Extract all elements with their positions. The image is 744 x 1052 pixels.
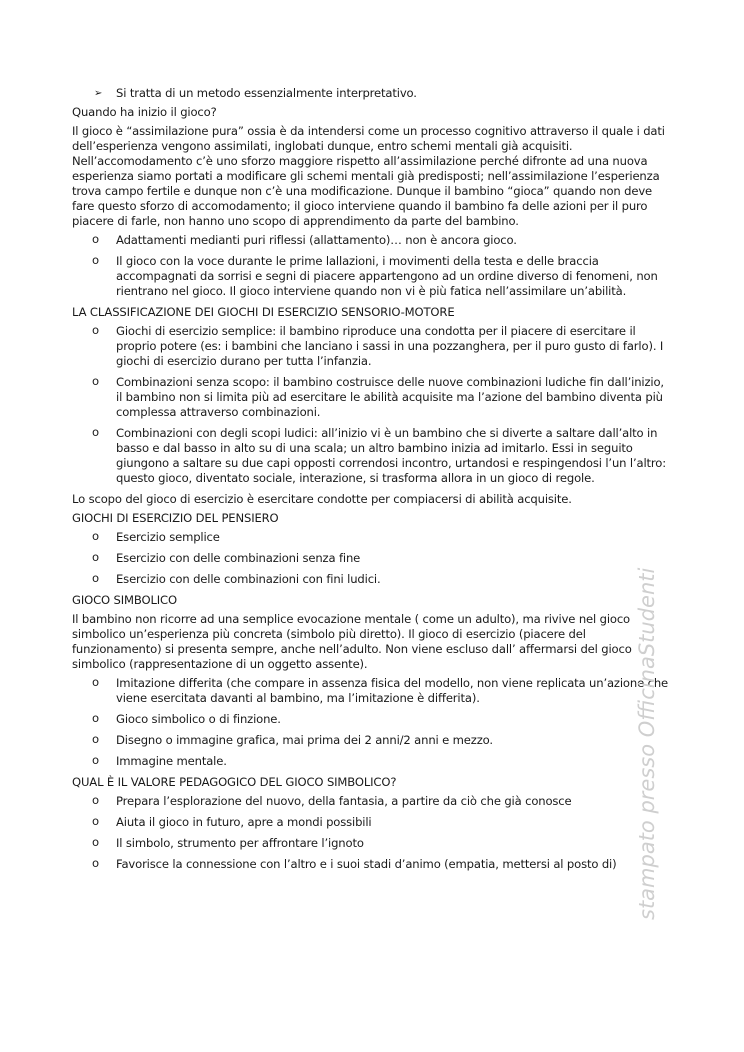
list-item [72, 551, 672, 566]
paragraph: Il gioco è “assimilazione pura” ossia è da intendersi come un processo cognitivo attraverso il quale i dati dell’esperienza vengono assimilati, inglobati dunque, entro schemi mentali già acquisiti. Nell’accomodamento c’è uno sforzo maggiore rispetto all’assimilazione perché difronte ad una nuova esperienza siamo portati a modificare gli schemi mentali già predisposti; nell’assimilazione l’esperienza trova campo fertile e dunque non c’è una modificazione. Dunque il bambino “gioca” quando non deve fare questo sforzo di accomodamento; il gioco interviene quando il bambino fa delle azioni per il puro piacere di farle, non hanno uno scopo di apprendimento da parte del bambino. [72, 124, 665, 228]
list-item-text: Combinazioni con degli scopi ludici: all’inizio vi è un bambino che si diverte a saltare dall’alto in basso e dal basso in alto su di una scala; un altro bambino inizia ad imitarlo. Essi in seguito giungono a saltare su due capi opposti correndosi incontro, urtandosi e respingendosi l’un l’altro: questo gioco, diventato sociale, interazione, si trasforma allora in un gioco di regole. [116, 426, 666, 485]
circle-bullet-icon: o [92, 732, 99, 746]
paragraph: Il bambino non ricorre ad una semplice evocazione mentale ( come un adulto), ma rivive nel gioco simbolico un’esperienza più concreta (simbolo più diretto). Il gioco di esercizio (piacere del funzionamento) si presenta sempre, anche nell’adulto. Non viene escluso dall’ affermarsi del gioco simbolico (rappresentazione di un oggetto assente). [72, 612, 632, 671]
bullet-list [72, 794, 672, 872]
list-item [72, 530, 672, 545]
paragraph: GIOCHI DI ESERCIZIO DEL PENSIERO [72, 511, 279, 525]
bullet-list [72, 530, 672, 587]
list-item [72, 375, 672, 420]
document-page [72, 86, 672, 878]
bullet-list [72, 676, 672, 769]
paragraph: Quando ha inizio il gioco? [72, 105, 217, 119]
list-item [72, 733, 672, 748]
list-item-text: Prepara l’esplorazione del nuovo, della fantasia, a partire da ciò che già conosce [116, 794, 572, 808]
bullet-list [72, 233, 672, 299]
list-item-text: Favorisce la connessione con l’altro e i suoi stadi d’animo (empatia, mettersi al posto di) [116, 857, 617, 871]
list-item [72, 233, 672, 248]
list-item [72, 836, 672, 851]
list-item-text: Immagine mentale. [116, 754, 227, 768]
paragraph: LA CLASSIFICAZIONE DEI GIOCHI DI ESERCIZIO SENSORIO-MOTORE [72, 305, 455, 319]
paragraph: GIOCO SIMBOLICO [72, 593, 177, 607]
circle-bullet-icon: o [92, 232, 99, 246]
list-item [72, 254, 672, 299]
list-item-text: Aiuta il gioco in futuro, apre a mondi possibili [116, 815, 372, 829]
arrow-bullet-icon: ➢ [94, 88, 103, 99]
list-item-text: Imitazione differita (che compare in assenza fisica del modello, non viene replicata un’azione che viene esercitata davanti al bambino, ma l’imitazione è differita). [116, 676, 669, 705]
list-item [72, 754, 672, 769]
list-item [72, 572, 672, 587]
list-item-text: Il gioco con la voce durante le prime lallazioni, i movimenti della testa e delle braccia accompagnati da sorrisi e segni di piacere appartengono ad un ordine diverso di fenomeni, non rientrano nel gioco. Il gioco interviene quando non vi è più fatica nell’assimilare un’abilità. [116, 254, 658, 298]
watermark: stampato presso OfficinaStudenti [635, 567, 659, 920]
arrow-bullet-item [72, 86, 672, 101]
circle-bullet-icon: o [92, 675, 99, 689]
circle-bullet-icon: o [92, 793, 99, 807]
document-body [72, 105, 672, 872]
paragraph: QUAL È IL VALORE PEDAGOGICO DEL GIOCO SIMBOLICO? [72, 775, 397, 789]
circle-bullet-icon: o [92, 550, 99, 564]
circle-bullet-icon: o [92, 814, 99, 828]
bullet-list [72, 324, 672, 486]
circle-bullet-icon: o [92, 323, 99, 337]
list-item-text: Combinazioni senza scopo: il bambino costruisce delle nuove combinazioni ludiche fin dall’inizio, il bambino non si limita più ad esercitare le abilità acquisite ma l’azione del bambino diventa più complessa attraverso combinazioni. [116, 375, 664, 419]
circle-bullet-icon: o [92, 425, 99, 439]
circle-bullet-icon: o [92, 374, 99, 388]
list-item [72, 712, 672, 727]
circle-bullet-icon: o [92, 753, 99, 767]
circle-bullet-icon: o [92, 711, 99, 725]
bullet-text: Si tratta di un metodo essenzialmente interpretativo. [116, 86, 417, 100]
paragraph: Lo scopo del gioco di esercizio è esercitare condotte per compiacersi di abilità acquisite. [72, 492, 572, 506]
list-item-text: Giochi di esercizio semplice: il bambino riproduce una condotta per il piacere di esercitare il proprio potere (es: i bambini che lanciano i sassi in una pozzanghera, per il puro gusto di farlo). I giochi di esercizio durano per tutta l’infanzia. [116, 324, 664, 368]
circle-bullet-icon: o [92, 253, 99, 267]
list-item-text: Esercizio con delle combinazioni con fini ludici. [116, 572, 381, 586]
list-item-text: Disegno o immagine grafica, mai prima dei 2 anni/2 anni e mezzo. [116, 733, 493, 747]
list-item-text: Esercizio con delle combinazioni senza fine [116, 551, 361, 565]
circle-bullet-icon: o [92, 856, 99, 870]
list-item [72, 324, 672, 369]
circle-bullet-icon: o [92, 571, 99, 585]
list-item-text: Il simbolo, strumento per affrontare l’ignoto [116, 836, 364, 850]
list-item-text: Adattamenti medianti puri riflessi (allattamento)… non è ancora gioco. [116, 233, 517, 247]
list-item-text: Gioco simbolico o di finzione. [116, 712, 281, 726]
circle-bullet-icon: o [92, 529, 99, 543]
list-item-text: Esercizio semplice [116, 530, 220, 544]
list-item [72, 426, 672, 486]
circle-bullet-icon: o [92, 835, 99, 849]
list-item [72, 815, 672, 830]
list-item [72, 857, 672, 872]
list-item [72, 794, 672, 809]
list-item [72, 676, 672, 706]
